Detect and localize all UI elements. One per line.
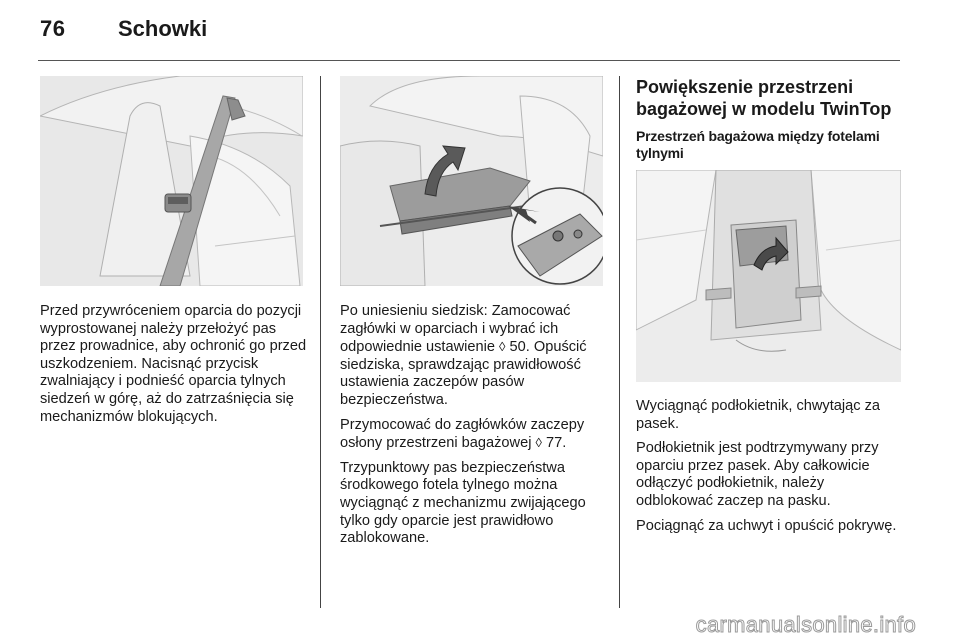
column-1-text	[40, 303, 312, 433]
column-3-paragraph-3: Pociągnąć za uchwyt i opuścić pokrywę.	[636, 517, 897, 534]
page-title: Schowki	[118, 16, 208, 41]
sub-heading: Przestrzeń bagażowa między fotelami tylnymi	[636, 128, 880, 161]
column-divider-1	[320, 76, 321, 608]
illustration-armrest-pull	[636, 170, 901, 382]
section-heading: Powiększenie przestrzeni bagażowej w modelu TwinTop	[636, 77, 892, 119]
column-3-paragraph-2: Podłokietnik jest podtrzymywany przy oparciu przez pasek. Aby całkowicie odłączyć podłokietnik, należy odblokować zaczep na pasku.	[636, 440, 879, 509]
cross-reference-page[interactable]: 50.	[505, 339, 530, 356]
cross-reference-icon: ◊	[535, 435, 542, 451]
column-2-paragraph-3: Trzypunktowy pas bezpieczeństwa środkowego fotela tylnego można wyciągnąć z mechanizmu zwijającego tylko gdy oparcie jest prawidłowo zablokowane.	[340, 459, 586, 547]
illustration-seat-belt-guide	[40, 76, 303, 286]
illustration-lift-seat	[340, 76, 603, 286]
cross-reference-page[interactable]: 77.	[541, 435, 567, 452]
watermark: carmanualsonline.info	[695, 612, 916, 637]
column-2-p2-text: Przymocować do zagłówków zaczepy osłony przestrzeni bagażowej	[340, 416, 585, 452]
column-divider-2	[619, 76, 620, 608]
column-2-paragraph-1	[340, 303, 608, 410]
header-divider	[38, 60, 900, 61]
column-2-p1-text-b: Opuścić siedziska, sprawdzając prawidłowość ustawienia zaczepów pasów bezpieczeństwa.	[340, 339, 587, 408]
page-number: 76	[40, 16, 66, 41]
column-3-text	[636, 398, 904, 542]
column-1-paragraph: Przed przywróceniem oparcia do pozycji wyprostowanej należy przełożyć pas przez prowadnice, aby ochronić go przed uszkodzeniem. Nacisnąć przycisk zwalniający i podnieść oparcia tylnych siedzeń w górę, aż do zatrzaśnięcia się mechanizmów blokujących.	[40, 303, 307, 425]
column-2-text	[340, 303, 608, 555]
column-2-paragraph-2	[340, 417, 608, 453]
column-3-paragraph-1: Wyciągnąć podłokietnik, chwytając za pasek.	[636, 398, 881, 432]
cross-reference-icon: ◊	[499, 339, 506, 355]
column-2-p1-text-a: Po uniesieniu siedzisk: Zamocować zagłówki w oparciach i wybrać ich odpowiednie ustawienie	[340, 303, 571, 356]
